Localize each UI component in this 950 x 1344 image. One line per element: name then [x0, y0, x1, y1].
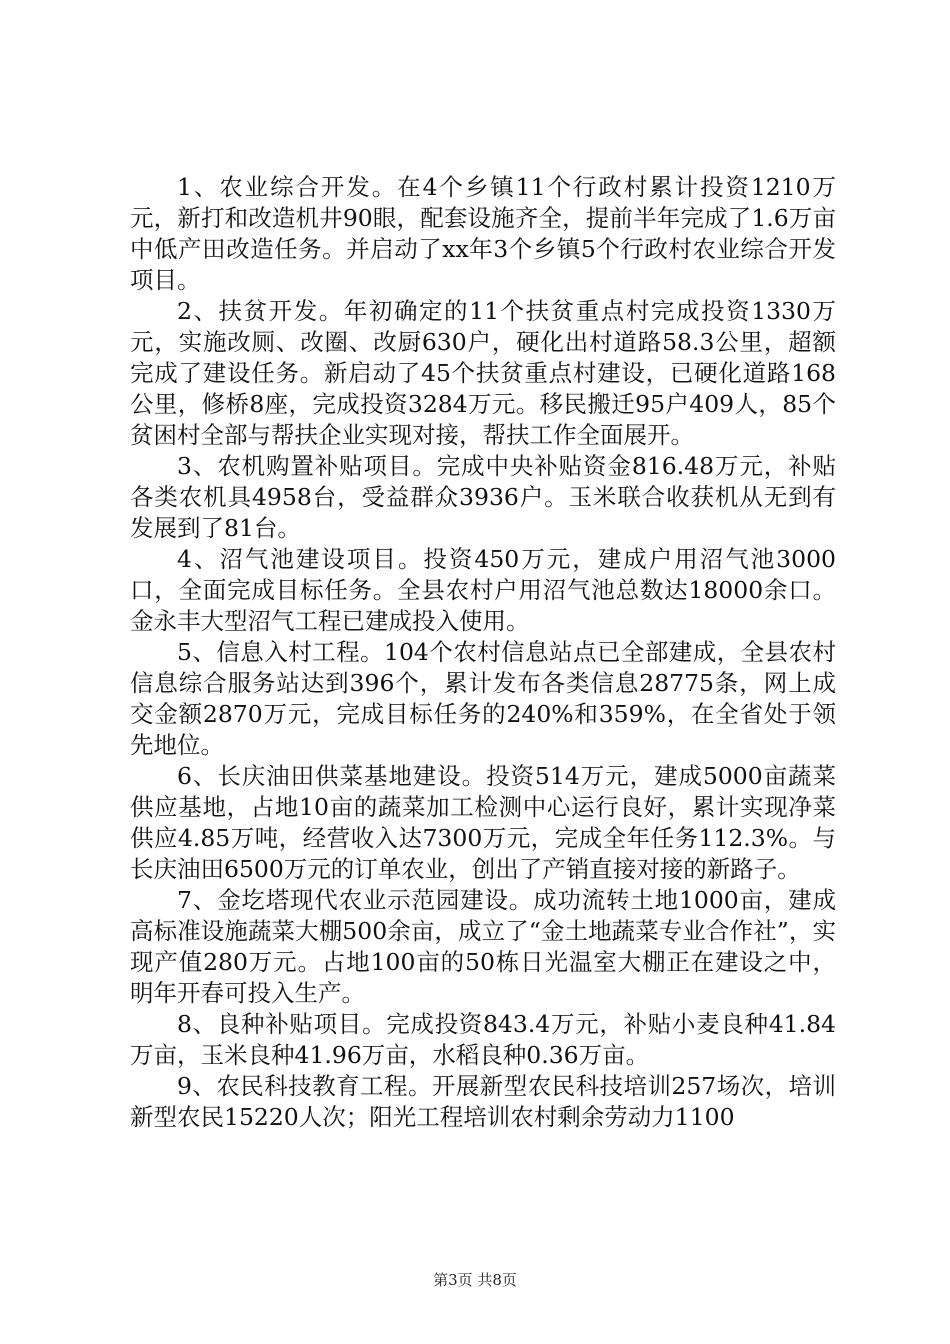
paragraph-vegetable-base: 6、长庆油田供菜基地建设。投资514万元，建成5000亩蔬菜供应基地，占地10亩的蔬菜加工检测中心运行良好，累计实现净菜供应4.85万吨，经营收入达7300万元，完成全年任务112.3%。与长庆油田6500万元的订单农业，创出了产销直接对接的新路子。 [130, 762, 836, 883]
paragraph-agricultural-development: 1、农业综合开发。在4个乡镇11个行政村累计投资1210万元，新打和改造机井90眼，配套设施齐全，提前半年完成了1.6万亩中低产田改造任务。并启动了xx年3个乡镇5个行政村农业综合开发项目。 [130, 173, 836, 294]
paragraph-information-project: 5、信息入村工程。104个农村信息站点已全部建成，全县农村信息综合服务站达到396个，累计发布各类信息28775条，网上成交金额2870万元，完成目标任务的240%和359%，在全省处于领先地位。 [130, 638, 836, 759]
paragraph-seed-subsidy: 8、良种补贴项目。完成投资843.4万元，补贴小麦良种41.84万亩，玉米良种41.96万亩，水稻良种0.36万亩。 [130, 1010, 836, 1069]
paragraph-poverty-alleviation: 2、扶贫开发。年初确定的11个扶贫重点村完成投资1330万元，实施改厕、改圈、改厨630户，硬化出村道路58.3公里，超额完成了建设任务。新启动了45个扶贫重点村建设，已硬化道路168公里，修桥8座，完成投资3284万元。移民搬迁95户409人，85个贫困村全部与帮扶企业实现对接，帮扶工作全面展开。 [130, 297, 836, 449]
paragraph-demonstration-park: 7、金圪塔现代农业示范园建设。成功流转土地1000亩，建成高标准设施蔬菜大棚500余亩，成立了“金土地蔬菜专业合作社”，实现产值280万元。占地100亩的50栋日光温室大棚正在建设之中，明年开春可投入生产。 [130, 886, 836, 1007]
paragraph-machinery-subsidy: 3、农机购置补贴项目。完成中央补贴资金816.48万元，补贴各类农机具4958台，受益群众3936户。玉米联合收获机从无到有发展到了81台。 [130, 452, 836, 542]
paragraph-biogas-project: 4、沼气池建设项目。投资450万元，建成户用沼气池3000口，全面完成目标任务。全县农村户用沼气池总数达18000余口。金永丰大型沼气工程已建成投入使用。 [130, 545, 836, 635]
paragraph-farmer-education: 9、农民科技教育工程。开展新型农民科技培训257场次，培训新型农民15220人次；阳光工程培训农村剩余劳动力1100 [130, 1072, 836, 1131]
page-number-footer: 第3页 共8页 [433, 1271, 517, 1289]
document-body [130, 172, 836, 1133]
